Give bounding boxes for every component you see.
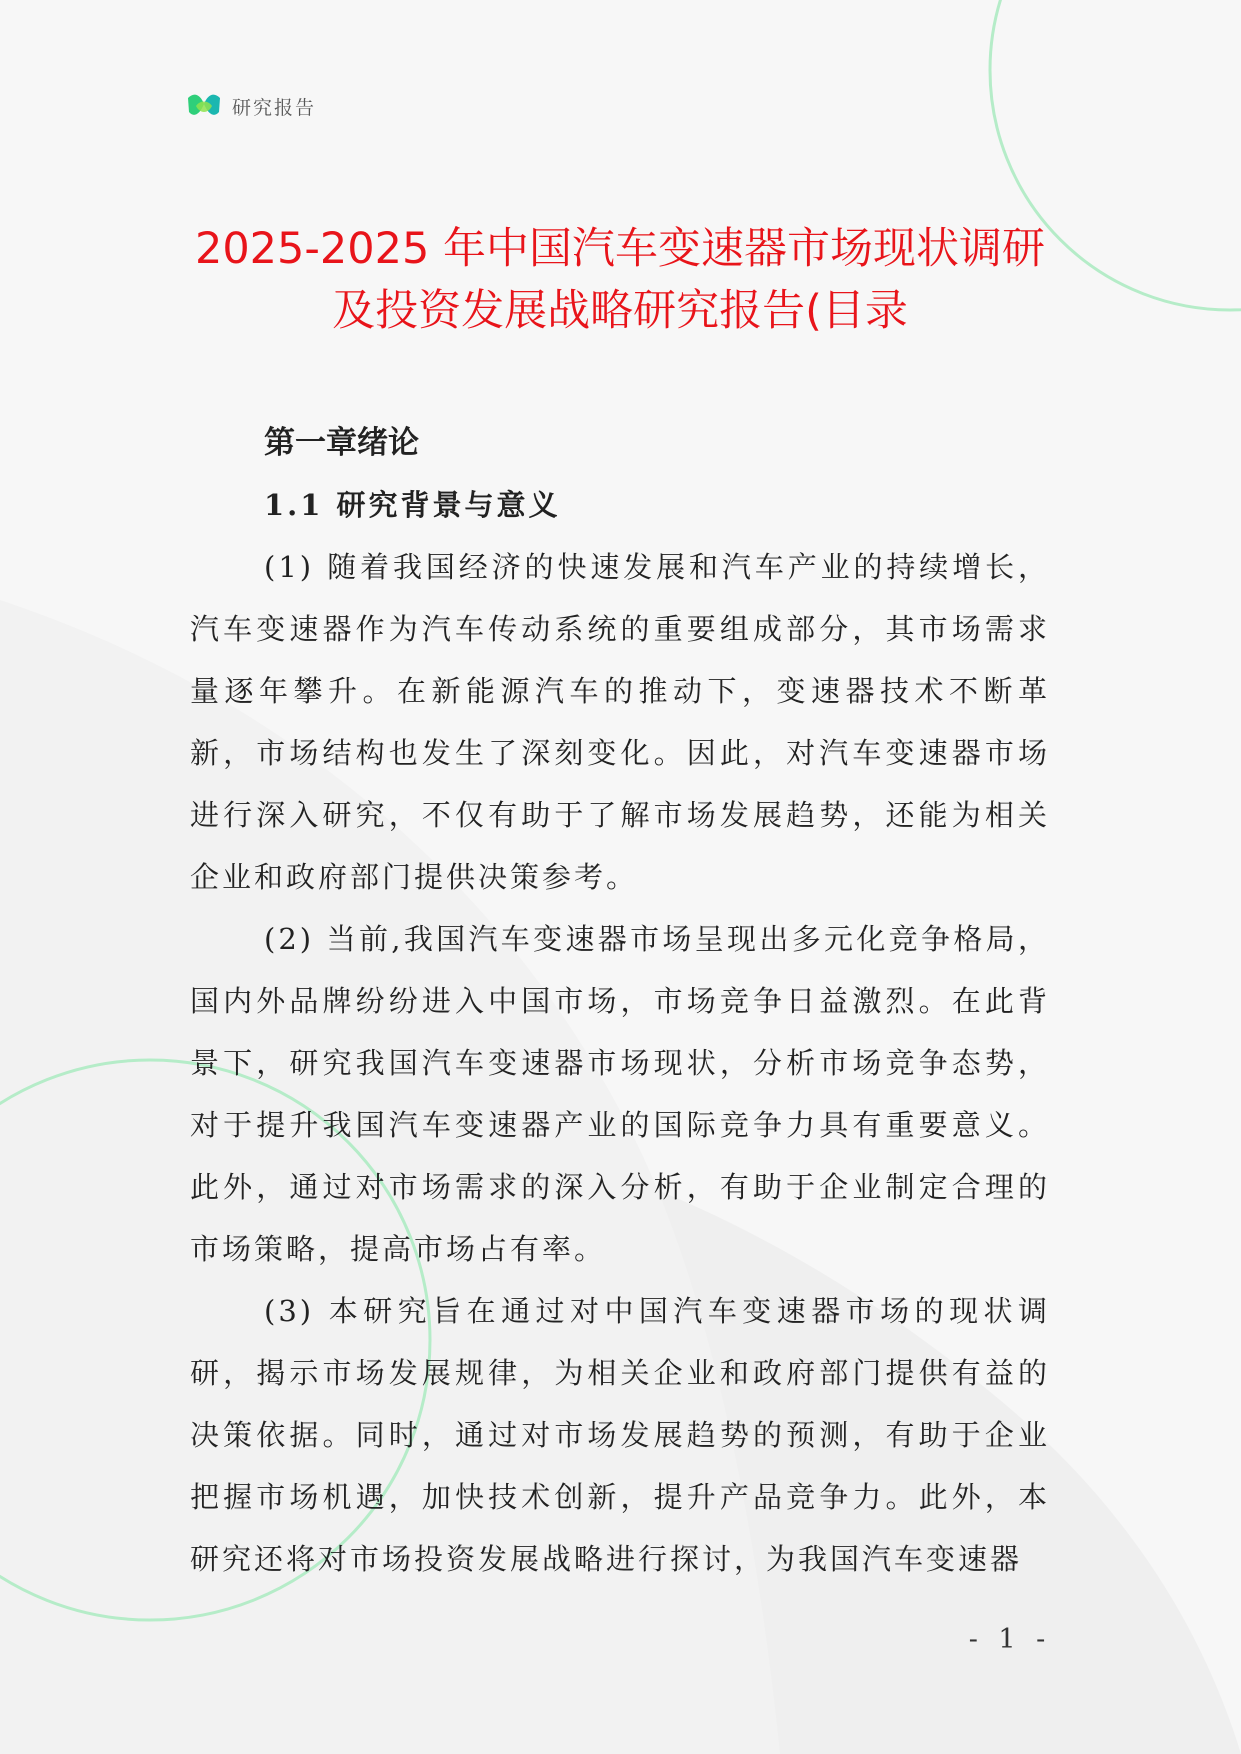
title-line-2: 及投资发展战略研究报告(目录 xyxy=(332,286,908,336)
chapter-heading: 第一章绪论 xyxy=(264,425,419,461)
header-label: 研究报告 xyxy=(232,96,317,119)
report-header xyxy=(186,88,316,124)
title-line-1: 2025-2025 年中国汽车变速器市场现状调研 xyxy=(194,224,1046,274)
document-title xyxy=(150,218,1090,342)
body-paragraph-2: (2) 当前,我国汽车变速器市场呈现出多元化竞争格局，国内外品牌纷纷进入中国市场，市场竞争日益激烈。在此背景下，研究我国汽车变速器市场现状，分析市场竞争态势，对于提升我国汽车变速器产业的国际竞争力具有重要意义。此外，通过对市场需求的深入分析，有助于企业制定合理的市场策略，提高市场占有率。 xyxy=(190,922,1050,1266)
body-paragraph-1: (1) 随着我国经济的快速发展和汽车产业的持续增长，汽车变速器作为汽车传动系统的重要组成部分，其市场需求量逐年攀升。在新能源汽车的推动下，变速器技术不断革新，市场结构也发生了深刻变化。因此，对汽车变速器市场进行深入研究，不仅有助于了解市场发展趋势，还能为相关企业和政府部门提供决策参考。 xyxy=(190,550,1050,894)
document-body xyxy=(190,412,1050,1590)
page-number: - 1 - xyxy=(968,1624,1052,1655)
body-paragraph-3: (3) 本研究旨在通过对中国汽车变速器市场的现状调研，揭示市场发展规律，为相关企业和政府部门提供有益的决策依据。同时，通过对市场发展趋势的预测，有助于企业把握市场机遇，加快技术创新，提升产品竞争力。此外，本研究还将对市场投资发展战略进行探讨，为我国汽车变速器 xyxy=(190,1294,1050,1576)
section-heading: 1.1 研究背景与意义 xyxy=(264,488,561,522)
report-logo-icon xyxy=(186,90,222,122)
